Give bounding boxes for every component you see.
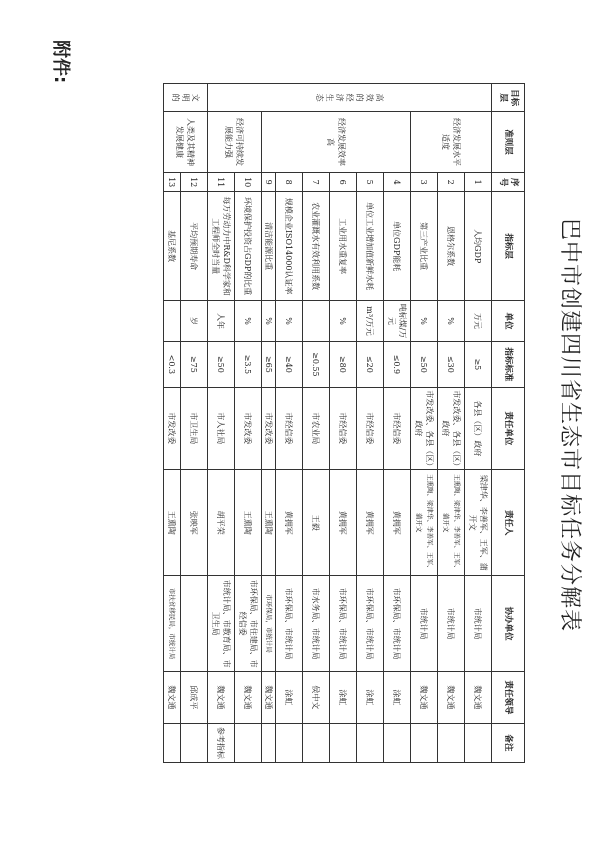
table-row — [384, 84, 411, 763]
remark-cell — [465, 723, 492, 762]
standard-cell: ≤20 — [357, 342, 384, 388]
remark-cell — [235, 723, 262, 762]
table-row — [164, 84, 181, 763]
remark-cell: 参考指标 — [208, 723, 235, 762]
remark-cell — [276, 723, 303, 762]
unit-cell: % — [330, 300, 357, 341]
standard-cell: ≥80 — [330, 342, 357, 388]
header-coop-unit: 协办单位 — [492, 576, 525, 671]
indicator-cell: 农业灌溉水有效利用系数 — [303, 192, 330, 300]
indicator-cell: 基尼系数 — [164, 192, 181, 300]
standard-cell: ≤30 — [438, 342, 465, 388]
standard-cell: ≥75 — [181, 342, 208, 388]
header-unit: 单位 — [492, 300, 525, 341]
standard-cell: ≥40 — [276, 342, 303, 388]
attachment-label: 附件: — [50, 40, 71, 84]
indicator-cell: 规模企业ISO14000认证率 — [276, 192, 303, 300]
leader-cell: 侯中文 — [303, 671, 330, 723]
header-leader: 责任领导 — [492, 671, 525, 723]
resp-person-cell: 梁津华、李善军、王军、蒲开文 — [465, 470, 492, 576]
header-goal: 目标层 — [492, 84, 525, 112]
leader-cell: 魏文通 — [411, 671, 438, 723]
coop-unit-cell: 市统计局 — [465, 576, 492, 671]
resp-unit-cell: 各县（区）政府 — [465, 387, 492, 469]
table-row — [262, 84, 276, 763]
coop-unit-cell: 市统计局、市教育局、市卫生局 — [208, 576, 235, 671]
unit-cell: % — [438, 300, 465, 341]
resp-person-cell: 张映军 — [181, 470, 208, 576]
unit-cell — [303, 300, 330, 341]
resp-unit-cell: 市发改委、各县（区）政府 — [411, 387, 438, 469]
indicator-cell: 每万劳动力中R&D科学家和工程师全时当量 — [208, 192, 235, 300]
header-resp-unit: 责任单位 — [492, 387, 525, 469]
resp-unit-cell: 市发改委、各县（区）政府 — [438, 387, 465, 469]
resp-person-cell: 黄拥军 — [330, 470, 357, 576]
row-no: 1 — [465, 172, 492, 192]
header-remark: 备注 — [492, 723, 525, 762]
leader-cell: 魏文通 — [164, 671, 181, 723]
unit-cell: 万元 — [465, 300, 492, 341]
row-no: 3 — [411, 172, 438, 192]
resp-unit-cell: 市农业局 — [303, 387, 330, 469]
resp-person-cell: 王熏陶 — [235, 470, 262, 576]
coop-unit-cell: 市统计局 — [438, 576, 465, 671]
leader-cell: 涂虹 — [276, 671, 303, 723]
resp-person-cell: 王熏陶、梁津华、李善军、王军、蒲开文 — [411, 470, 438, 576]
unit-cell: 岁 — [181, 300, 208, 341]
coop-unit-cell: 市环保局、市住建局、市经信委 — [235, 576, 262, 671]
criteria-cell: 人类及其精神发展健康 — [164, 112, 208, 173]
row-no: 4 — [384, 172, 411, 192]
table-row — [465, 84, 492, 763]
unit-cell — [164, 300, 181, 341]
remark-cell — [303, 723, 330, 762]
resp-person-cell: 胡平荣 — [208, 470, 235, 576]
leader-cell: 魏文通 — [235, 671, 262, 723]
leader-cell: 魏文通 — [262, 671, 276, 723]
header-row — [492, 84, 525, 763]
indicator-cell: 环境保护投资占GDP的比重 — [235, 192, 262, 300]
resp-person-cell: 王熏陶、梁津华、李善军、王军、蒲开文 — [438, 470, 465, 576]
row-no: 13 — [164, 172, 181, 192]
standard-cell: ≥0.55 — [303, 342, 330, 388]
row-no: 11 — [208, 172, 235, 192]
standard-cell: ≥3.5 — [235, 342, 262, 388]
standard-cell: <0.3 — [164, 342, 181, 388]
leader-cell: 涂虹 — [357, 671, 384, 723]
indicator-cell: 单位GDP能耗 — [384, 192, 411, 300]
header-criteria: 准则层 — [492, 112, 525, 173]
unit-cell: m³/万元 — [357, 300, 384, 341]
unit-cell: % — [276, 300, 303, 341]
remark-cell — [357, 723, 384, 762]
remark-cell — [262, 723, 276, 762]
coop-unit-cell: 市统计局 — [411, 576, 438, 671]
standard-cell: ≥50 — [208, 342, 235, 388]
row-no: 7 — [303, 172, 330, 192]
table-row — [438, 84, 465, 763]
indicator-cell: 清洁能源比重 — [262, 192, 276, 300]
header-no: 序号 — [492, 172, 525, 192]
coop-unit-cell: 市环保局、市统计局 — [276, 576, 303, 671]
resp-unit-cell: 市经信委 — [276, 387, 303, 469]
unit-cell: % — [235, 300, 262, 341]
resp-person-cell: 王毅 — [303, 470, 330, 576]
indicator-cell: 单位工业增加值新鲜水耗 — [357, 192, 384, 300]
resp-unit-cell: 市经信委 — [330, 387, 357, 469]
resp-unit-cell: 市发改委 — [262, 387, 276, 469]
standard-cell: ≥65 — [262, 342, 276, 388]
resp-unit-cell: 市卫生局 — [181, 387, 208, 469]
leader-cell: 邱成平 — [181, 671, 208, 723]
leader-cell: 魏文通 — [208, 671, 235, 723]
remark-cell — [181, 723, 208, 762]
standard-cell: ≥50 — [411, 342, 438, 388]
criteria-cell: 经济发展效率高 — [262, 112, 411, 173]
row-no: 9 — [262, 172, 276, 192]
remark-cell — [438, 723, 465, 762]
resp-person-cell: 黄拥军 — [384, 470, 411, 576]
remark-cell — [411, 723, 438, 762]
row-no: 2 — [438, 172, 465, 192]
resp-unit-cell: 市经信委 — [357, 387, 384, 469]
task-table — [163, 83, 525, 763]
unit-cell: 人年 — [208, 300, 235, 341]
resp-person-cell: 王熏陶 — [164, 470, 181, 576]
unit-cell: % — [262, 300, 276, 341]
table-row — [411, 84, 438, 763]
resp-unit-cell: 市人社局 — [208, 387, 235, 469]
leader-cell: 涂虹 — [330, 671, 357, 723]
indicator-cell: 人均GDP — [465, 192, 492, 300]
coop-unit-cell: 市水务局、市统计局 — [303, 576, 330, 671]
unit-cell: % — [411, 300, 438, 341]
coop-unit-cell: 市环保局、市统计局 — [330, 576, 357, 671]
row-no: 5 — [357, 172, 384, 192]
row-no: 8 — [276, 172, 303, 192]
table-row — [330, 84, 357, 763]
table-row — [208, 84, 235, 763]
indicator-cell: 第三产业比重 — [411, 192, 438, 300]
remark-cell — [384, 723, 411, 762]
row-no: 10 — [235, 172, 262, 192]
goal-cell: 高效的经济生态 — [208, 84, 492, 112]
coop-unit-cell: 市环保局、市统计局 — [384, 576, 411, 671]
resp-unit-cell: 市发改委 — [235, 387, 262, 469]
row-no: 6 — [330, 172, 357, 192]
criteria-cell: 经济发展水平适度 — [411, 112, 492, 173]
table-row — [235, 84, 262, 763]
table-row — [181, 84, 208, 763]
header-standard: 指标标准 — [492, 342, 525, 388]
leader-cell: 涂虹 — [384, 671, 411, 723]
remark-cell — [330, 723, 357, 762]
row-no: 12 — [181, 172, 208, 192]
indicator-cell: 恩格尔系数 — [438, 192, 465, 300]
table-row — [276, 84, 303, 763]
indicator-cell: 工业用水重复率 — [330, 192, 357, 300]
resp-unit-cell: 市经信委 — [384, 387, 411, 469]
coop-unit-cell: 市扶贫移民局，市统计局 — [164, 576, 181, 671]
unit-cell: 吨标煤/万元 — [384, 300, 411, 341]
header-indicator: 指标层 — [492, 192, 525, 300]
standard-cell: ≥5 — [465, 342, 492, 388]
indicator-cell: 平均预期寿命 — [181, 192, 208, 300]
table-row — [303, 84, 330, 763]
coop-unit-cell: 市环保局、市统计局 — [357, 576, 384, 671]
criteria-cell: 经济可持续发展能力强 — [208, 112, 262, 173]
coop-unit-cell — [181, 576, 208, 671]
resp-person-cell: 王熏陶 — [262, 470, 276, 576]
remark-cell — [164, 723, 181, 762]
document-title: 巴中市创建四川省生态市目标任务分解表 — [557, 217, 582, 632]
header-resp-person: 责任人 — [492, 470, 525, 576]
table-row — [357, 84, 384, 763]
leader-cell: 魏文通 — [438, 671, 465, 723]
goal-cell: 文明的 — [164, 84, 208, 112]
leader-cell: 魏文通 — [465, 671, 492, 723]
resp-person-cell: 黄拥军 — [357, 470, 384, 576]
standard-cell: ≤0.9 — [384, 342, 411, 388]
coop-unit-cell: 市环保局，市统计局 — [262, 576, 276, 671]
resp-unit-cell: 市发改委 — [164, 387, 181, 469]
resp-person-cell: 黄拥军 — [276, 470, 303, 576]
